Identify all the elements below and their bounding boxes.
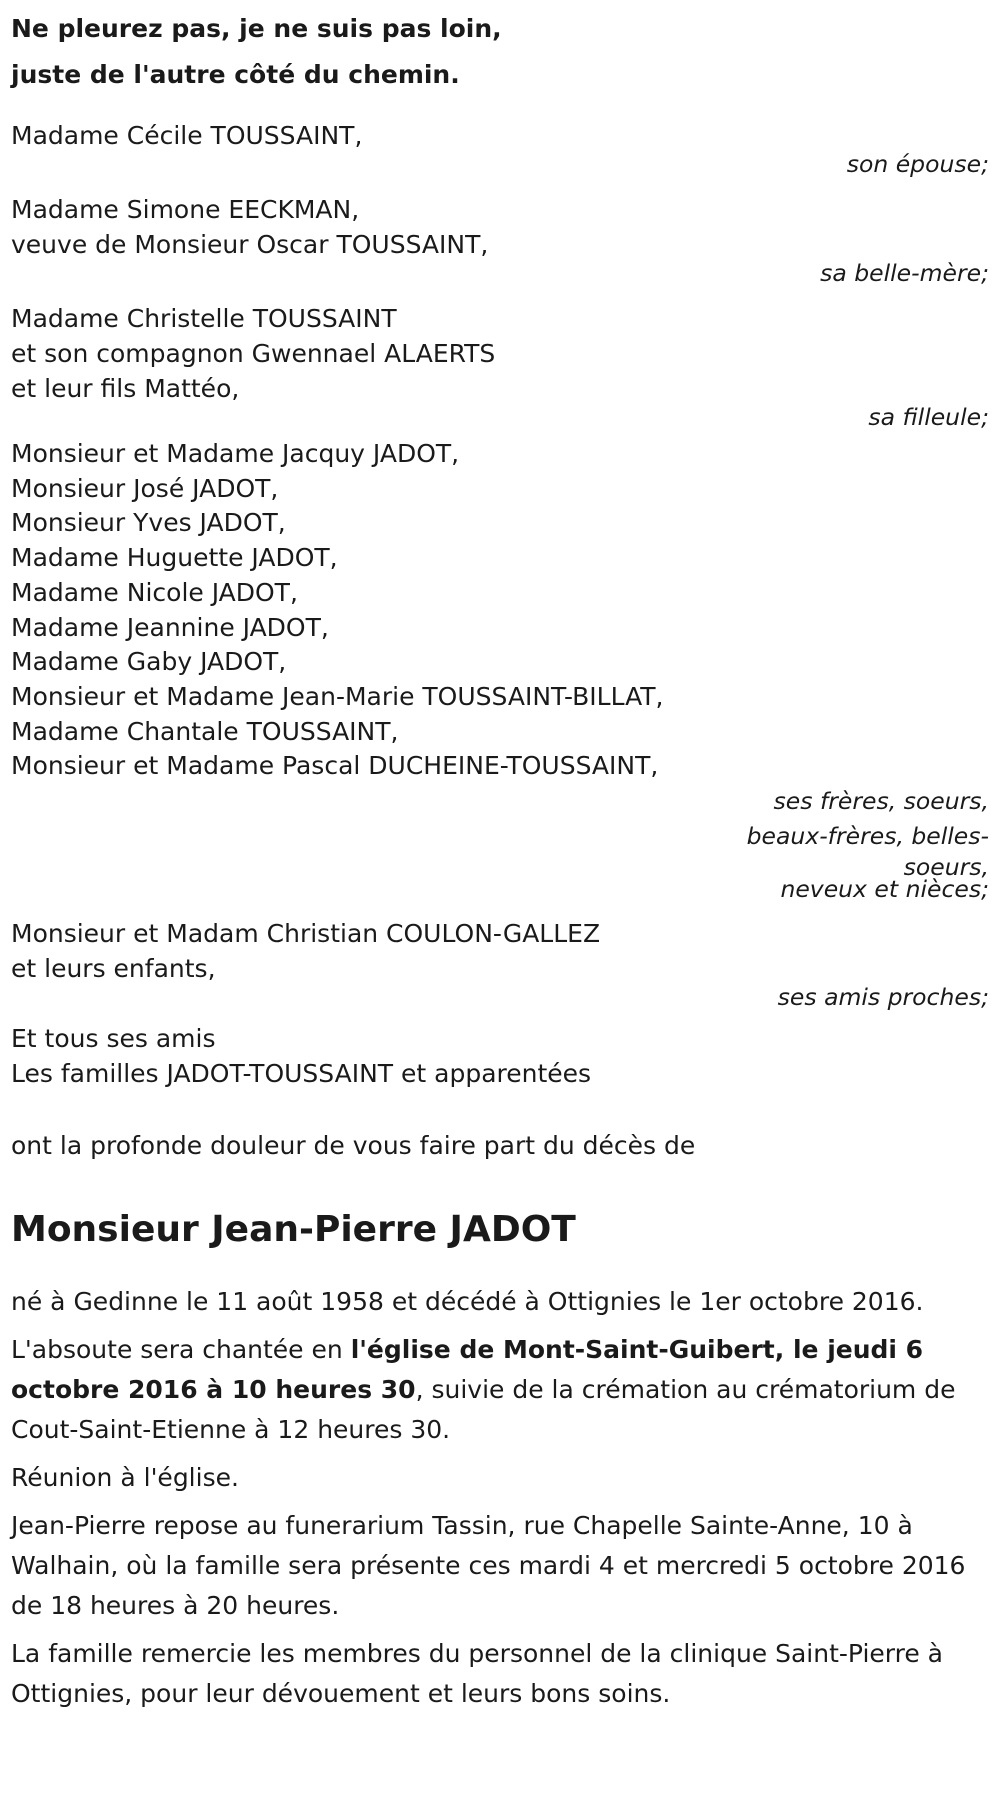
mourner-name: Monsieur et Madame Jean-Marie TOUSSAINT-BILLAT, [11, 681, 664, 711]
thanks-text: La famille remercie les membres du personnel de la clinique Saint-Pierre à Ottignies, pour leur dévouement et leurs bons soins. [11, 1639, 943, 1709]
mourner-name: et leur fils Mattéo, [11, 374, 240, 403]
mourner-name: Madame Simone EECKMAN, [11, 195, 360, 224]
absoute-intro: L'absoute sera chantée en [11, 1335, 351, 1365]
mourner-name: Les familles JADOT-TOUSSAINT et apparentées [11, 1059, 592, 1089]
mourner-name: Madame Huguette JADOT, [11, 543, 338, 573]
absoute-cremation: , suivie de la crémation au crématorium de Cout-Saint-Etienne à 12 heures 30. [11, 1375, 956, 1445]
mourner-name: Madame Cécile TOUSSAINT, [11, 121, 363, 150]
mourner-name: veuve de Monsieur Oscar TOUSSAINT, [11, 230, 489, 259]
absoute-text [11, 1330, 989, 1450]
relation-label: son épouse; [846, 150, 989, 178]
relation-line: beaux-frères, belles- [746, 822, 989, 851]
relation-label: sa filleule; [868, 403, 989, 431]
mourner-name: Monsieur et Madame Jacquy JADOT, [11, 439, 460, 468]
mourner-name: Madame Jeannine JADOT, [11, 612, 329, 642]
funerarium-text: Jean-Pierre repose au funerarium Tassin, rue Chapelle Sainte-Anne, 10 à Walhain, où la famille sera présente ces mardi 4 et mercredi 5 octobre 2016 de 18 heures à 20 heures. [11, 1511, 966, 1621]
mourner-group [11, 914, 989, 1017]
epitaph-line-1: Ne pleurez pas, je ne suis pas loin, [11, 14, 502, 43]
mourner-name: Madame Gaby JADOT, [11, 647, 287, 677]
mourner-group [11, 299, 989, 437]
relation-label: ses amis proches; [777, 983, 989, 1012]
mourner-name: et son compagnon Gwennael ALAERTS [11, 339, 496, 368]
relation-label: sa belle-mère; [820, 259, 989, 287]
announcement-text: ont la profonde douleur de vous faire part du décès de [11, 1131, 696, 1161]
relation-label [711, 784, 989, 904]
deceased-name: Monsieur Jean-Pierre JADOT [11, 1209, 576, 1251]
mourner-name: Monsieur José JADOT, [11, 473, 279, 503]
mourner-name: Monsieur et Madame Pascal DUCHEINE-TOUSSAINT, [11, 751, 659, 781]
mourner-name: Madame Christelle TOUSSAINT [11, 304, 397, 333]
epitaph-line-2: juste de l'autre côté du chemin. [11, 60, 460, 89]
mourner-name: Monsieur Yves JADOT, [11, 508, 286, 538]
mourner-group [11, 190, 989, 293]
mourner-name: Madame Nicole JADOT, [11, 577, 298, 607]
relation-line: neveux et nièces; [780, 875, 989, 904]
relation-line: ses frères, soeurs, [773, 787, 989, 816]
mourner-name: Madame Chantale TOUSSAINT, [11, 716, 399, 746]
epitaph [11, 6, 989, 98]
mourner-group [11, 116, 989, 184]
mourner-group [11, 1019, 989, 1094]
mourner-name: Monsieur et Madam Christian COULON-GALLEZ [11, 919, 601, 949]
obituary-content [11, 0, 989, 1714]
mourner-name: Et tous ses amis [11, 1024, 216, 1054]
mourner-group [11, 437, 989, 904]
birth-death-text: né à Gedinne le 11 août 1958 et décédé à Ottignies le 1er octobre 2016. [11, 1287, 924, 1317]
relation-line: soeurs, [903, 853, 989, 882]
absoute-location-date: l'église de Mont-Saint-Guibert, le jeudi 6 octobre 2016 à 10 heures 30 [11, 1335, 924, 1405]
mourner-name: et leurs enfants, [11, 954, 216, 984]
reunion-text: Réunion à l'église. [11, 1463, 239, 1493]
